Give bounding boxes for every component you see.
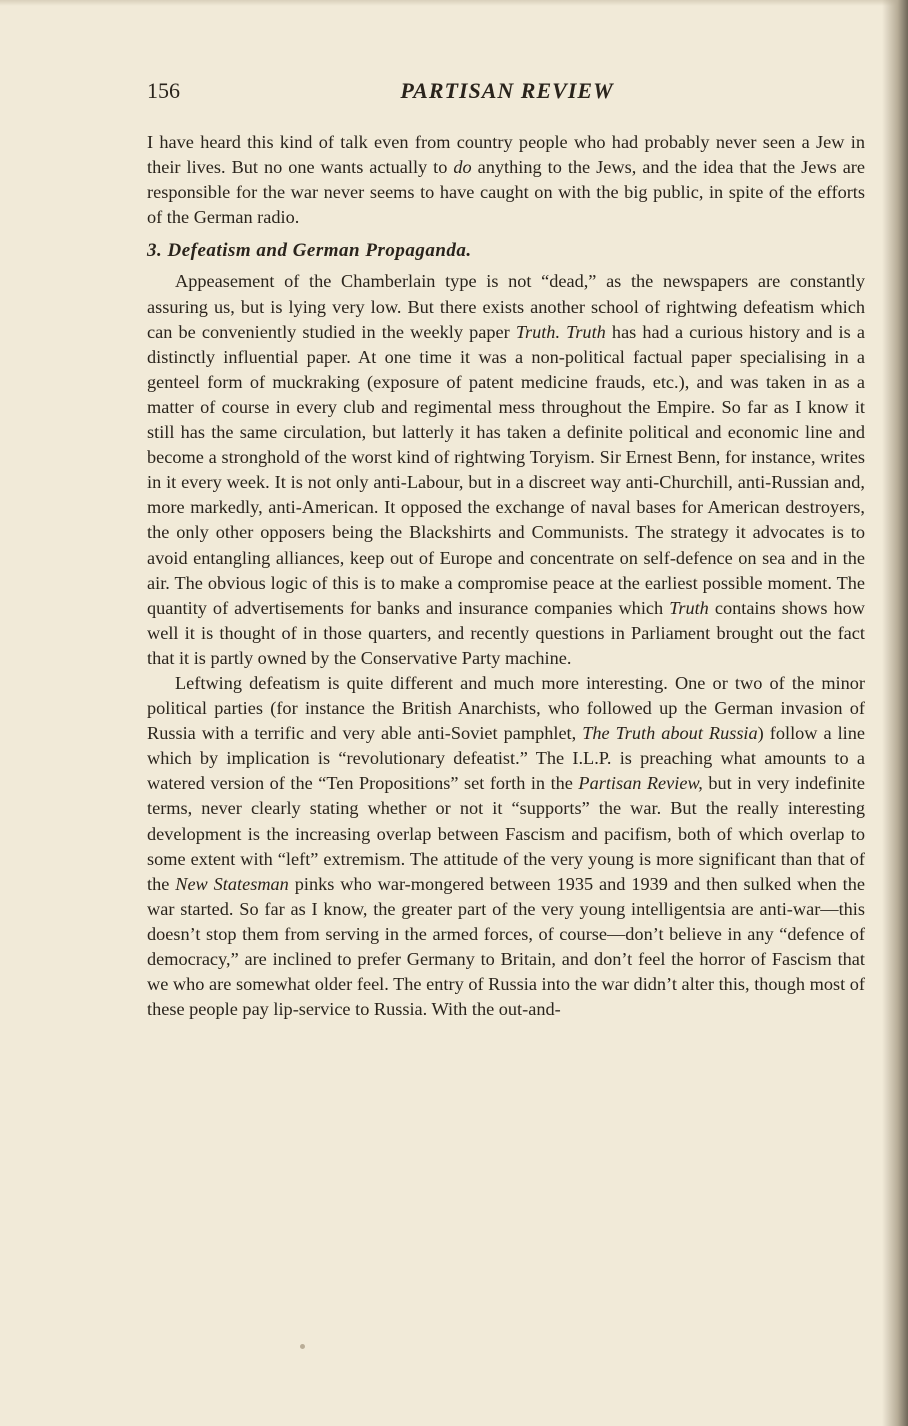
page-header (147, 78, 867, 108)
text-run: has had a curious history and is a distinctly influential paper. At one time it was a non-political factual paper specialising in a genteel form of muckraking (exposure of patent medicine frauds, etc.), and was taken in as a matter of course in every club and regimental mess throughout the Empire. So far as I know it still has the same circulation, but latterly it has taken a definite political and economic line and become a stronghold of the worst kind of rightwing Toryism. Sir Ernest Benn, for instance, writes in it every week. It is not only anti-Labour, but in a discreet way anti-Churchill, anti-Russian and, more markedly, anti-American. It opposed the exchange of naval bases for American destroyers, the only other opposers being the Blackshirts and Communists. The strategy it advocates is to avoid entangling alliances, keep out of Europe and concentrate on self-defence on sea and in the air. The obvious logic of this is to make a compromise peace at the earliest possible moment. The quantity of advertisements for banks and insurance companies which (147, 321, 865, 618)
page-top-edge (0, 0, 908, 6)
text-run: ) follow a line which by implication is “revolutionary defeatist.” The I.L.P. is preaching what amounts to a watered version of the “Ten Propositions” set forth in the (147, 723, 866, 794)
text-run: I have heard this kind of talk even from country people who had probably never seen a Jew in their lives. But no one wants actually to (147, 132, 865, 178)
italic-run: The Truth about Russia (582, 723, 758, 744)
text-run: but in very indefinite terms, never clearly stating whether or not it “supports” the war. But the really interesting development is the increasing overlap between Fascism and pacifism, both of which overlap to some extent with “left” extremism. The attitude of the very young is more significant than that of the (147, 773, 865, 894)
smudge-mark (300, 1344, 305, 1349)
italic-run: Partisan Review, (578, 773, 703, 794)
binding-shadow (882, 0, 908, 1426)
text-run: pinks who war-mongered between 1935 and 1939 and then sulked when the war started. So far as I know, the greater part of the very young intelligentsia are anti-war—this doesn’t stop them from serving in the armed forces, of course—don’t believe in any “defence of democracy,” are inclined to prefer Germany to Britain, and don’t feel the horror of Fascism that we who are somewhat older feel. The entry of Russia into the war didn’t alter this, though most of these people pay lip-service to Russia. With the out-and- (147, 873, 865, 1020)
page-number: 156 (147, 78, 180, 103)
paragraph (147, 130, 865, 230)
article-body (147, 130, 865, 1022)
text-run: Appeasement of the Chamberlain type is not “dead,” as the newspapers are constantly assuring us, but is lying very low. But there exists another school of rightwing defeatism which can be conveniently studied in the weekly paper (147, 271, 865, 342)
italic-run: Truth (566, 321, 606, 342)
italic-run: Truth (669, 597, 709, 618)
section-heading: 3. Defeatism and German Propaganda. (147, 240, 472, 262)
text-run: anything to the Jews, and the idea that the Jews are responsible for the war never seems to have caught on with the big public, in spite of the efforts of the German radio. (147, 157, 866, 228)
text-run: Leftwing defeatism is quite different and much more interesting. One or two of the minor political parties (for instance the British Anarchists, who followed up the German invasion of Russia with a terrific and very able anti-Soviet pamphlet, (147, 672, 865, 744)
italic-run: New Statesman (175, 873, 289, 894)
running-head: PARTISAN REVIEW (400, 78, 614, 103)
text-run: contains shows how well it is thought of in those quarters, and recently questions in Parliament brought out the fact that it is partly owned by the Conservative Party machine. (147, 597, 865, 668)
italic-run: do (453, 157, 472, 178)
paragraph (147, 269, 865, 671)
paragraph (147, 671, 865, 1022)
italic-run: Truth. (515, 321, 561, 342)
